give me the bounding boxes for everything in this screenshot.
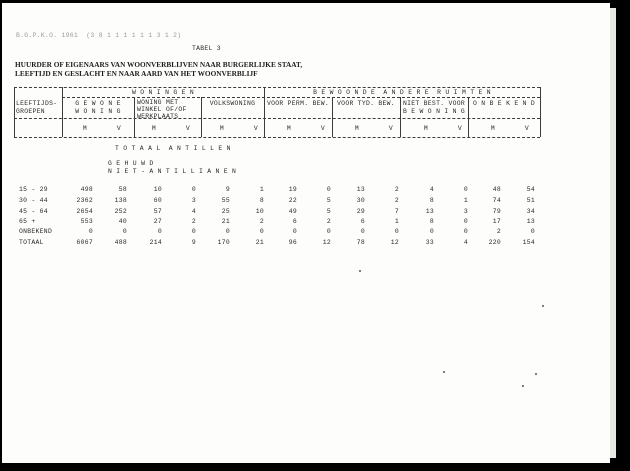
table-cell: 4 [191,208,196,215]
sex-label: V [457,125,463,132]
table-cell: 0 [157,228,162,235]
table-cell: 48 [492,186,501,193]
sex-label: V [185,125,191,132]
table-cell: 54 [526,186,535,193]
table-cell: 2654 [76,208,93,215]
vline-col [134,97,135,137]
page-edge [610,8,616,458]
table-cell: 214 [149,239,162,246]
table-cell: 488 [114,239,127,246]
sex-label: V [116,125,122,132]
table-cell: 30 [356,197,365,204]
table-cell: 4 [463,239,468,246]
table-cell: 55 [221,197,230,204]
table-cell: 2 [496,228,501,235]
table-cell: 0 [259,228,264,235]
table-cell: 4 [429,186,434,193]
table-cell: 17 [492,218,501,225]
vline-right [540,87,541,137]
section-title: T O T A A L A N T I L L E N [115,145,231,152]
scan-speck [443,371,445,373]
table-cell: 27 [153,218,162,225]
table-cell: 60 [153,197,162,204]
row-label: 65 + [19,218,36,225]
table-cell: 8 [259,197,264,204]
table-cell: 49 [288,208,297,215]
table-cell: 21 [221,218,230,225]
table-cell: 13 [356,186,365,193]
column-header: VOOR TYD. BEW. [337,100,395,107]
table-cell: 138 [114,197,127,204]
table-cell: 34 [526,208,535,215]
table-cell: 19 [288,186,297,193]
table-cell: 8 [429,197,434,204]
column-header: G E W O N E W O N I N G [75,100,121,115]
sex-label: M [151,125,157,132]
table-cell: 12 [322,239,331,246]
table-cell: 58 [118,186,127,193]
woningen-group-header: W O N I N G E N [131,89,195,96]
table-cell: 51 [526,197,535,204]
table-cell: 2 [259,218,264,225]
table-cell: 0 [122,228,127,235]
table-cell: 21 [255,239,264,246]
sex-label: M [219,125,225,132]
table-cell: 8 [429,218,434,225]
table-cell: 57 [153,208,162,215]
table-cell: 154 [522,239,535,246]
sex-label: M [82,125,88,132]
table-cell: 0 [88,228,93,235]
table-cell: 12 [390,239,399,246]
table-cell: 0 [463,186,468,193]
document-page [2,3,610,463]
table-cell: 96 [288,239,297,246]
scan-speck [522,385,524,387]
table-cell: 10 [153,186,162,193]
table-cell: 220 [488,239,501,246]
table-cell: 3 [463,208,468,215]
table-cell: 13 [526,218,535,225]
column-header: O N B E K E N D [472,100,536,107]
age-group-header: LEEFTIJDS- GROEPEN [16,100,58,115]
section-subtitle-origin: N I E T - A N T I L L I A N E N [108,168,237,175]
sex-label: M [286,125,292,132]
sex-label: V [253,125,259,132]
column-header: VOLKSWONING [209,100,256,107]
table-cell: 498 [80,186,93,193]
table-cell: 25 [221,208,230,215]
sex-label: M [423,125,429,132]
table-cell: 0 [530,228,535,235]
table-cell: 6 [360,218,365,225]
andere-ruimten-group-header: B E W O O N D E A N D E R E R U I M T E N [313,89,491,96]
row-label: TOTAAL [19,239,44,246]
column-header: NIET BEST. VOOR B E W O N I N G [402,100,466,115]
table-cell: 29 [356,208,365,215]
table-cell: 0 [463,228,468,235]
table-cell: 0 [326,228,331,235]
scan-speck [542,305,544,307]
table-cell: 13 [425,208,434,215]
row-label: 30 - 44 [19,197,48,204]
table-cell: 170 [217,239,230,246]
title-line-2: LEEFTIJD EN GESLACHT EN NAAR AARD VAN HET WOONVERBLIJF [15,69,258,78]
table-cell: 9 [191,239,196,246]
sex-label: M [354,125,360,132]
table-cell: 0 [225,228,230,235]
table-cell: 0 [463,218,468,225]
scan-speck [359,270,361,272]
table-cell: 6067 [76,239,93,246]
table-cell: 40 [118,218,127,225]
table-cell: 79 [492,208,501,215]
table-cell: 78 [356,239,365,246]
table-cell: 1 [394,218,399,225]
table-cell: 0 [326,186,331,193]
column-header: WONING MET WINKEL OF/OF WERKPLAATS [137,99,187,120]
table-cell: 2 [191,218,196,225]
row-label: 15 - 29 [19,186,48,193]
table-cell: 6 [292,218,297,225]
row-label: ONBEKEND [19,228,53,235]
table-cell: 0 [360,228,365,235]
table-cell: 1 [463,197,468,204]
table-cell: 0 [191,228,196,235]
table-cell: 2 [394,186,399,193]
row-label: 45 - 64 [19,208,48,215]
sex-label: V [524,125,530,132]
table-cell: 2 [326,218,331,225]
table-cell: 252 [114,208,127,215]
table-cell: 0 [292,228,297,235]
table-cell: 0 [191,186,196,193]
sex-label: M [490,125,496,132]
vline-left [14,87,15,137]
table-cell: 3 [191,197,196,204]
header-rule-top [14,87,540,88]
sex-label: V [320,125,326,132]
table-cell: 1 [259,186,264,193]
table-number: TABEL 3 [192,45,221,52]
section-subtitle-marital: G E H U W D [108,160,154,167]
table-cell: 10 [255,208,264,215]
table-cell: 33 [425,239,434,246]
table-cell: 2 [394,197,399,204]
table-cell: 7 [394,208,399,215]
table-cell: 5 [326,197,331,204]
table-cell: 5 [326,208,331,215]
header-rule-columns [14,118,540,119]
table-cell: 22 [288,197,297,204]
table-cell: 0 [429,228,434,235]
table-cell: 2362 [76,197,93,204]
title-line-1: HUURDER OF EIGENAARS VAN WOONVERBLIJVEN NAAR BURGERLIJKE STAAT, [15,60,303,69]
scan-speck [535,373,537,375]
header-rule-bottom [14,137,540,138]
column-header: VOOR PERM. BEW. [266,100,330,107]
table-cell: 0 [394,228,399,235]
table-cell: 9 [225,186,230,193]
sex-label: V [388,125,394,132]
top-code: B.G.P.K.O. 1961 (3 8 1 1 1 1 1 1 3 1 2) [16,32,182,39]
table-cell: 74 [492,197,501,204]
table-cell: 553 [80,218,93,225]
